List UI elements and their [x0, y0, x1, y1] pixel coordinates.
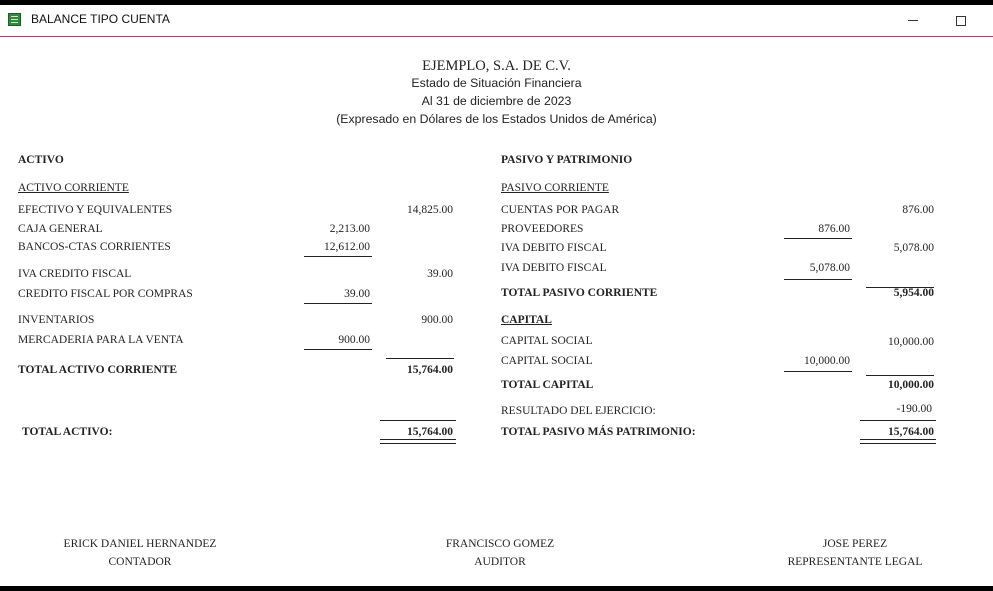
cuentas-por-pagar-label: CUENTAS POR PAGAR	[501, 204, 620, 216]
total-pasivo-patrimonio-amount: 15,764.00	[888, 426, 934, 438]
mercaderia-underline	[304, 349, 372, 350]
total-capital-label: TOTAL CAPITAL	[501, 379, 594, 391]
statement-currency: (Expresado en Dólares de los Estados Unidos de América)	[336, 112, 657, 126]
iva-debito-detail-amount: 5,078.00	[809, 262, 850, 274]
firma-contador-name: ERICK DANIEL HERNANDEZ	[63, 538, 217, 550]
total-capital-amount: 10,000.00	[888, 379, 934, 391]
firma-contador-role: CONTADOR	[108, 556, 172, 568]
credito-fiscal-amount: 39.00	[344, 288, 370, 300]
iva-debito-underline	[784, 279, 852, 280]
bancos-label: BANCOS-CTAS CORRIENTES	[18, 241, 171, 253]
proveedores-amount: 876.00	[818, 223, 850, 235]
total-activo-corriente-label: TOTAL ACTIVO CORRIENTE	[18, 364, 178, 376]
statement-title: Estado de Situación Financiera	[411, 76, 582, 90]
firma-auditor-role: AUDITOR	[474, 556, 526, 568]
capital-social-detail-label: CAPITAL SOCIAL	[501, 355, 593, 367]
total-activo-overline	[380, 420, 456, 421]
efectivo-label: EFECTIVO Y EQUIVALENTES	[18, 204, 173, 216]
firma-representante-role: REPRESENTANTE LEGAL	[787, 556, 923, 568]
inventarios-label: INVENTARIOS	[18, 314, 95, 326]
maximize-button[interactable]	[938, 5, 984, 36]
capital-social-underline	[784, 371, 852, 372]
proveedores-label: PROVEEDORES	[501, 223, 584, 235]
window-title: BALANCE TIPO CUENTA	[31, 12, 170, 26]
title-bar[interactable]	[0, 5, 993, 37]
report-window	[0, 5, 993, 586]
total-capital-overline	[866, 375, 934, 376]
total-pasivo-patrimonio-label: TOTAL PASIVO MÁS PATRIMONIO:	[501, 426, 696, 438]
mercaderia-amount: 900.00	[338, 334, 370, 346]
mercaderia-label: MERCADERIA PARA LA VENTA	[18, 334, 184, 346]
total-activo-label: TOTAL ACTIVO:	[22, 426, 113, 438]
efectivo-total: 14,825.00	[407, 204, 453, 216]
bancos-amount: 12,612.00	[324, 241, 370, 253]
inventarios-total: 900.00	[421, 314, 453, 326]
total-activo-amount: 15,764.00	[407, 426, 453, 438]
iva-credito-label: IVA CREDITO FISCAL	[18, 268, 132, 280]
capital-social-detail-amount: 10,000.00	[804, 355, 850, 367]
total-pasivo-patrimonio-double-underline	[860, 439, 936, 444]
total-activo-double-underline	[380, 439, 456, 444]
pasivo-corriente-heading: PASIVO CORRIENTE	[501, 182, 609, 194]
total-pasivo-patrimonio-overline	[860, 420, 936, 421]
caja-label: CAJA GENERAL	[18, 223, 103, 235]
capital-social-group-total: 10,000.00	[888, 336, 934, 348]
credito-fiscal-underline	[304, 303, 372, 304]
iva-debito-group-label: IVA DEBITO FISCAL	[501, 242, 607, 254]
caja-amount: 2,213.00	[329, 223, 370, 235]
total-pasivo-corriente-label: TOTAL PASIVO CORRIENTE	[501, 287, 658, 299]
spreadsheet-icon	[8, 13, 21, 26]
iva-credito-total: 39.00	[427, 268, 453, 280]
resultado-ejercicio-amount: -190.00	[896, 403, 932, 415]
iva-debito-group-total: 5,078.00	[893, 242, 934, 254]
resultado-ejercicio-label: RESULTADO DEL EJERCICIO:	[501, 405, 656, 417]
activo-corriente-heading: ACTIVO CORRIENTE	[18, 182, 129, 194]
firma-auditor-name: FRANCISCO GOMEZ	[445, 538, 555, 550]
company-name: EJEMPLO, S.A. DE C.V.	[422, 58, 571, 74]
statement-date: Al 31 de diciembre de 2023	[421, 94, 572, 108]
activo-heading: ACTIVO	[18, 154, 64, 166]
minimize-button[interactable]	[890, 5, 936, 36]
iva-debito-detail-label: IVA DEBITO FISCAL	[501, 262, 607, 274]
total-activo-corriente-overline	[386, 358, 454, 359]
capital-social-group-label: CAPITAL SOCIAL	[501, 335, 593, 347]
firma-representante-name: JOSE PEREZ	[822, 538, 888, 550]
total-activo-corriente-amount: 15,764.00	[407, 364, 453, 376]
bancos-underline	[304, 256, 372, 257]
pasivo-heading: PASIVO Y PATRIMONIO	[501, 154, 633, 166]
capital-heading: CAPITAL	[501, 314, 552, 326]
cuentas-por-pagar-total: 876.00	[902, 204, 934, 216]
credito-fiscal-label: CREDITO FISCAL POR COMPRAS	[18, 288, 193, 300]
proveedores-underline	[784, 238, 852, 239]
total-pasivo-corriente-amount: 5,954.00	[893, 287, 934, 299]
